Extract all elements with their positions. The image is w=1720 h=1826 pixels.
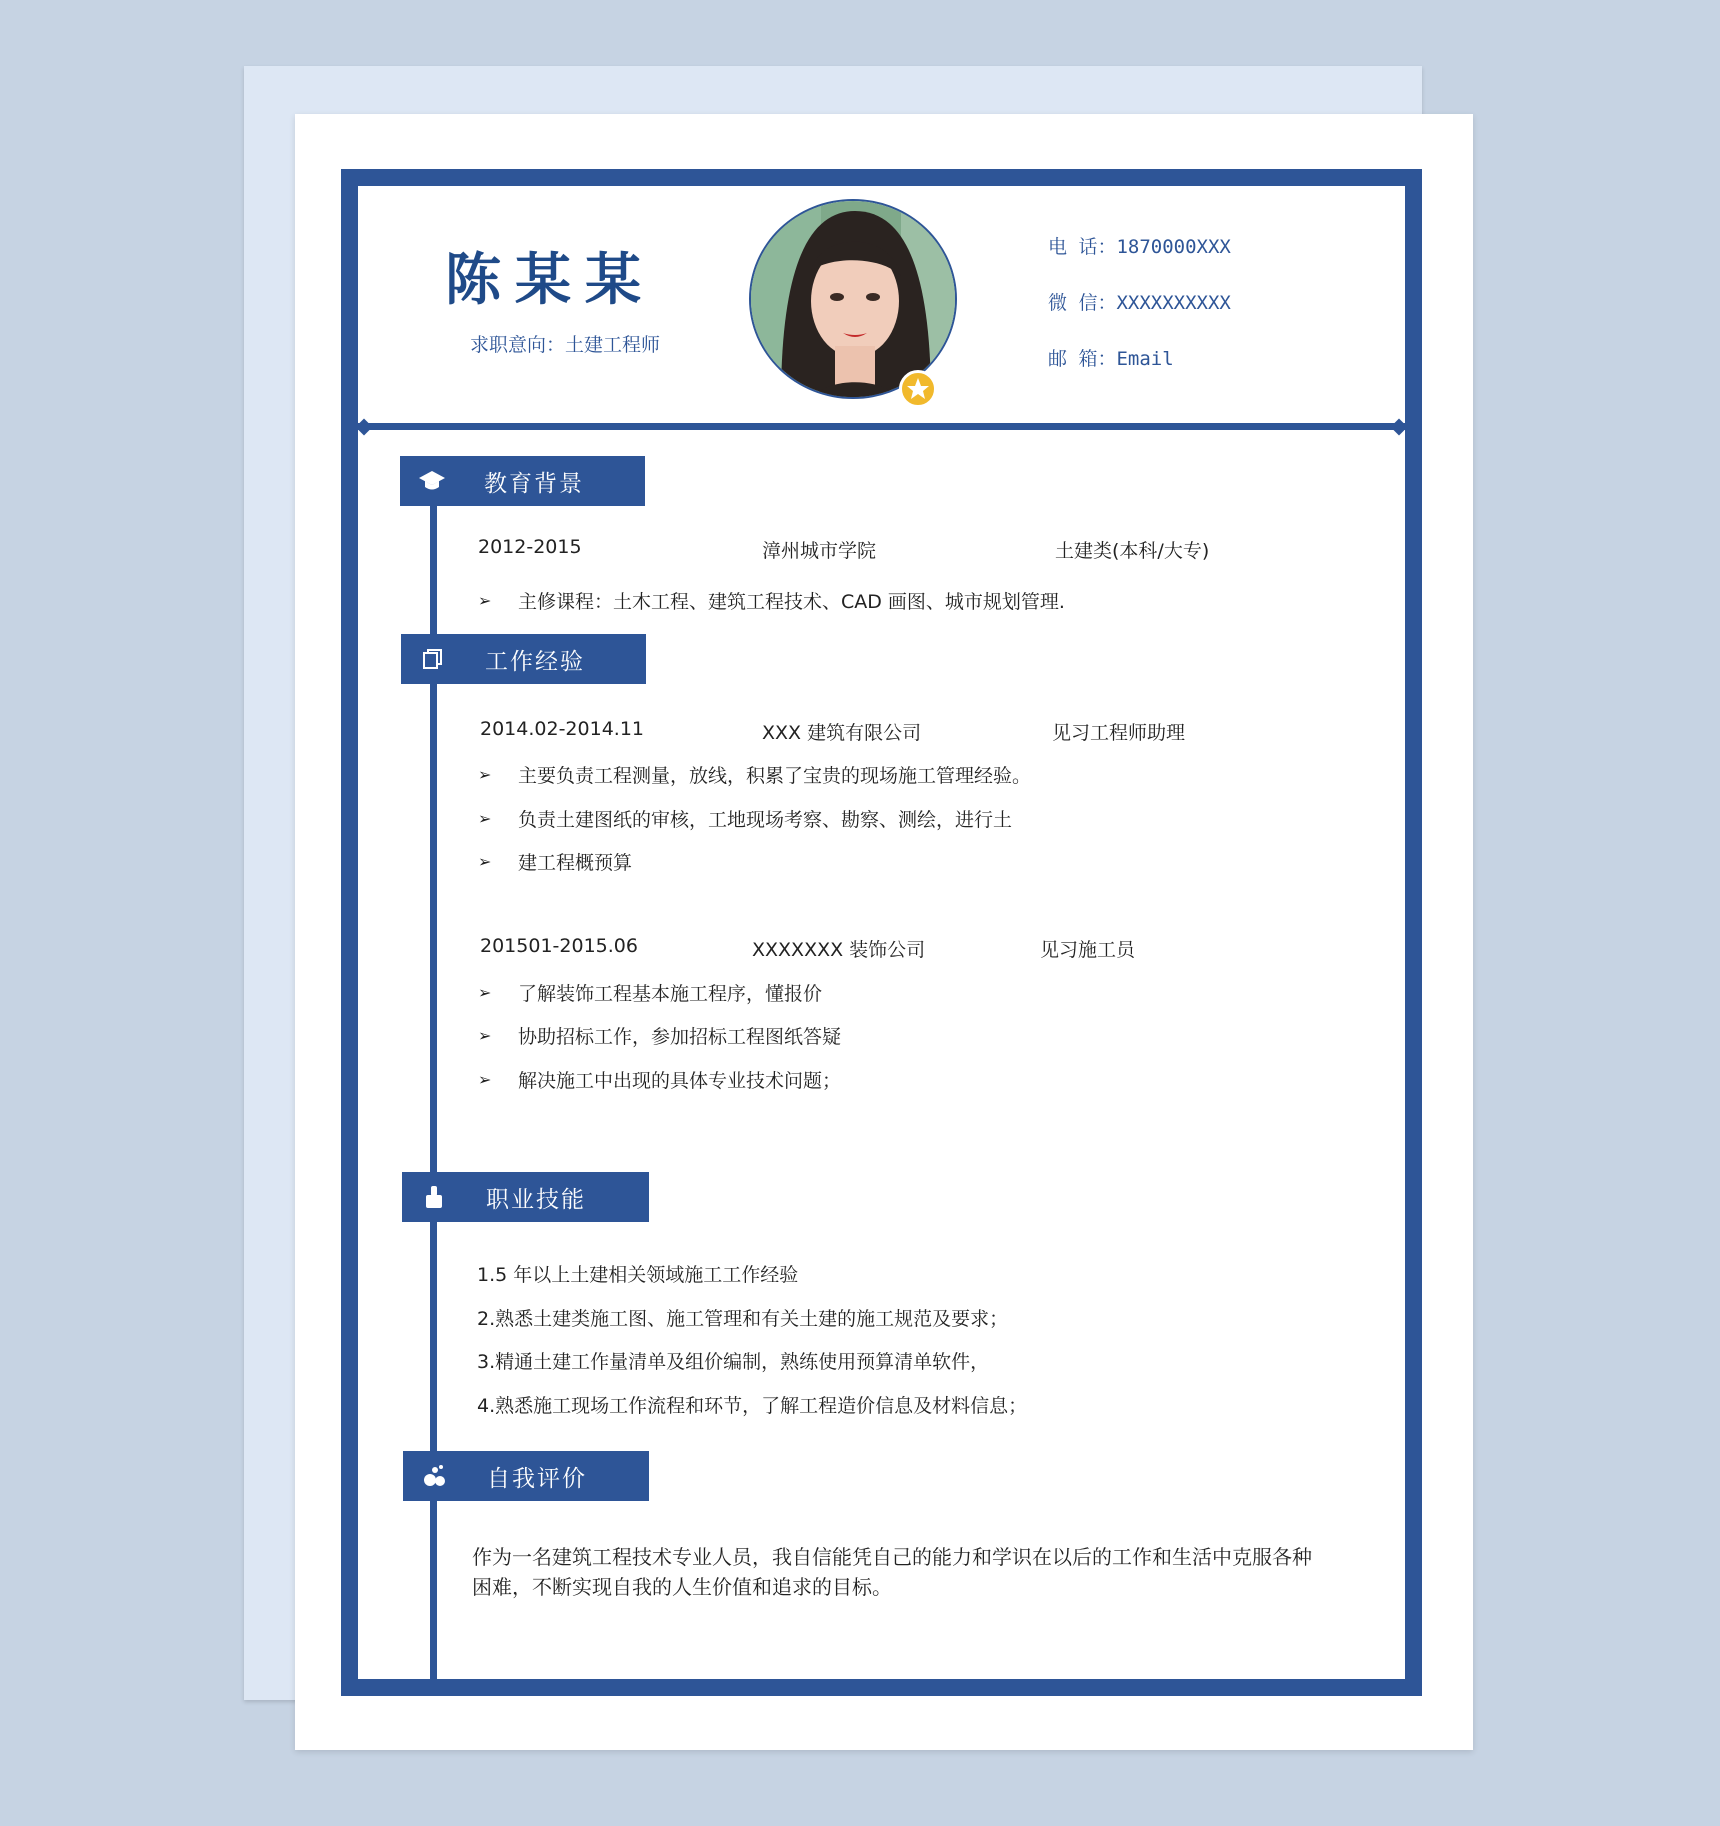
list-item: ➢ 建工程概预算 xyxy=(478,852,633,874)
section-header-education xyxy=(400,456,645,506)
job-period: 2014.02-2014.11 xyxy=(480,718,644,740)
edu-school: 漳州城市学院 xyxy=(762,540,877,562)
skill-item: 1.5 年以上土建相关领域施工工作经验 xyxy=(477,1264,799,1286)
job-objective: 求职意向：土建工程师 xyxy=(469,334,660,356)
list-item: ➢ 负责土建图纸的审核，工地现场考察、勘察、测绘，进行土 xyxy=(478,809,1013,831)
list-item: ➢ 主修课程：土木工程、建筑工程技术、CAD 画图、城市规划管理. xyxy=(478,591,1065,613)
section-header-work xyxy=(401,634,646,684)
skill-item: 2.熟悉土建类施工图、施工管理和有关土建的施工规范及要求； xyxy=(477,1308,1009,1330)
edu-major: 土建类(本科/大专) xyxy=(1055,540,1210,562)
header-divider xyxy=(358,423,1405,430)
arrow-bullet-icon: ➢ xyxy=(478,765,492,784)
section-title: 自我评价 xyxy=(487,1465,587,1492)
list-item: ➢ 解决施工中出现的具体专业技术问题； xyxy=(478,1070,842,1092)
job-role: 见习施工员 xyxy=(1040,939,1136,961)
list-item: ➢ 了解装饰工程基本施工程序，懂报价 xyxy=(478,983,823,1005)
skill-item: 4.熟悉施工现场工作流程和环节，了解工程造价信息及材料信息； xyxy=(477,1395,1028,1417)
arrow-bullet-icon: ➢ xyxy=(478,1070,492,1089)
copy-icon xyxy=(401,634,465,684)
job-role: 见习工程师助理 xyxy=(1052,722,1186,744)
bubbles-icon xyxy=(403,1451,467,1501)
arrow-bullet-icon: ➢ xyxy=(478,852,492,871)
arrow-bullet-icon: ➢ xyxy=(478,983,492,1002)
list-item: ➢ 协助招标工作，参加招标工程图纸答疑 xyxy=(478,1026,842,1048)
thumbs-up-icon xyxy=(402,1172,466,1222)
section-title: 工作经验 xyxy=(485,648,585,675)
section-header-self xyxy=(403,1451,649,1501)
section-header-skills xyxy=(402,1172,649,1222)
job-company: XXX 建筑有限公司 xyxy=(762,722,922,744)
contact-email: 邮 箱：Email xyxy=(1048,348,1174,370)
contact-wechat: 微 信：XXXXXXXXXX xyxy=(1048,292,1231,314)
self-evaluation-text: 作为一名建筑工程技术专业人员，我自信能凭自己的能力和学识在以后的工作和生活中克服各种困难，不断实现自我的人生价值和追求的目标。 xyxy=(472,1545,1312,1599)
arrow-bullet-icon: ➢ xyxy=(478,591,492,610)
arrow-bullet-icon: ➢ xyxy=(478,809,492,828)
section-title: 教育背景 xyxy=(484,470,584,497)
star-badge-icon xyxy=(899,370,937,408)
avatar xyxy=(749,199,957,399)
skill-item: 3.精通土建工作量清单及组价编制，熟练使用预算清单软件， xyxy=(477,1351,990,1373)
section-title: 职业技能 xyxy=(486,1186,586,1213)
graduation-cap-icon xyxy=(400,456,464,506)
edu-period: 2012-2015 xyxy=(478,536,582,558)
job-period: 201501-2015.06 xyxy=(480,935,638,957)
candidate-name: 陈某某 xyxy=(445,248,655,313)
job-company: XXXXXXX 装饰公司 xyxy=(752,939,926,961)
contact-phone: 电 话：1870000XXX xyxy=(1048,236,1231,258)
list-item: ➢ 主要负责工程测量，放线，积累了宝贵的现场施工管理经验。 xyxy=(478,765,1032,787)
arrow-bullet-icon: ➢ xyxy=(478,1026,492,1045)
